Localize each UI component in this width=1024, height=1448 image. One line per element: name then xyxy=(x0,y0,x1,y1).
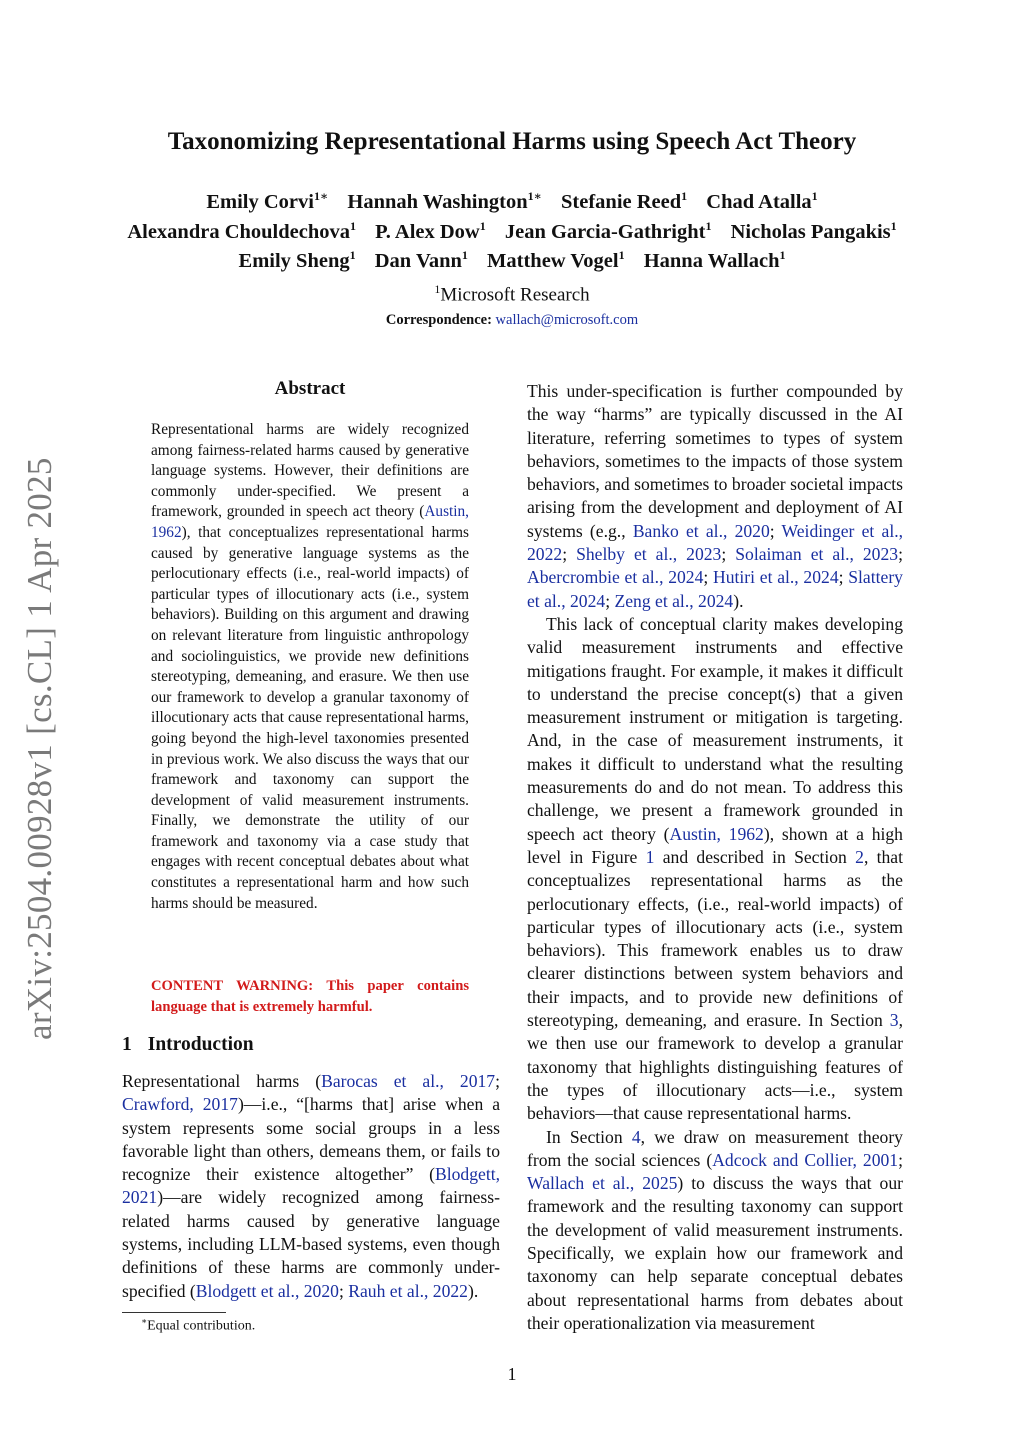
author-row xyxy=(0,184,1024,214)
arxiv-identifier-stamp: arXiv:2504.00928v1 [cs.CL] 1 Apr 2025 xyxy=(20,457,59,1040)
author-row xyxy=(0,214,1024,244)
content-warning: CONTENT WARNING: This paper contains language that is extremely harmful. xyxy=(151,978,469,1015)
author: Dan Vann$^1$ xyxy=(374,248,468,273)
author: Hanna Wallach$^1$ xyxy=(643,248,786,273)
citation-link[interactable]: Abercrombie et al., 2024 xyxy=(527,567,704,588)
citation-link[interactable]: Barocas et al., 2017 xyxy=(321,1071,496,1091)
citation-link[interactable]: Shelby et al., 2023 xyxy=(576,544,722,565)
paragraph: In Section 4, we draw on measurement theory from the social sciences (Adcock and Collier, 2001; Wallach et al., 2025) to discuss the ways that our framework and the resulting taxonomy can support the development of valid measurement instruments. Specifically, we explain how our framework and taxonomy can help separate conceptual debates about representational harms from debates about their operationalization via measurement xyxy=(527,1126,903,1333)
footnote: ∗Equal contribution. xyxy=(141,1316,256,1334)
abstract-body: Representational harms are widely recognized among fairness-related harms caused by generative language systems. However, their definitions are commonly under-specified. We present a framework, grounded in speech act theory (Austin, 1962), that conceptualizes representational harms caused by generative language systems as the perlocutionary effects (i.e., real-world impacts) of particular types of illocutionary acts (i.e., system behaviors). Building on this argument and drawing on relevant literature from linguistic anthropology and sociolinguistics, we provide new definitions stereotyping, demeaning, and erasure. We then use our framework to develop a granular taxonomy of illocutionary acts that cause representational harms, going beyond the high-level taxonomies presented in previous work. We also discuss the ways that our framework and taxonomy can support the development of valid measurement instruments. Finally, we demonstrate the utility of our framework and taxonomy via a case study that engages with recent conceptual debates about what constitutes a representational harm and how such harms should be measured. xyxy=(151,421,469,912)
citation-link[interactable]: Adcock and Collier, 2001 xyxy=(712,1149,899,1170)
author: Emily Sheng$^1$ xyxy=(238,248,356,273)
citation-link[interactable]: Blodgett et al., 2020 xyxy=(195,1280,339,1301)
correspondence xyxy=(0,312,1024,329)
affiliation: $^1$Microsoft Research xyxy=(434,282,590,306)
citation-link[interactable]: Weidinger et al., 2022 xyxy=(527,520,903,565)
paragraph: This under-specification is further compounded by the way “harms” are typically discussed in the AI literature, referring sometimes to types of system behaviors, sometimes to the impacts of those system behaviors, and sometimes to broader societal impacts arising from the development and deployment of AI systems (e.g., Banko et al., 2020; Weidinger et al., 2022; Shelby et al., 2023; Solaiman et al., 2023; Abercrombie et al., 2024; Hutiri et al., 2024; Slattery et al., 2024; Zeng et al., 2024). xyxy=(527,381,903,611)
author-row xyxy=(0,244,1024,274)
paper-title: Taxonomizing Representational Harms using Speech Act Theory xyxy=(167,128,857,155)
citation-link[interactable]: Blodgett, 2021 xyxy=(122,1164,500,1208)
page-number: 1 xyxy=(507,1364,517,1384)
citation-link[interactable]: Solaiman et al., 2023 xyxy=(735,544,899,565)
citation-link[interactable]: Crawford, 2017 xyxy=(122,1094,238,1115)
correspondence-label: Correspondence: xyxy=(385,312,492,328)
author: Chad Atalla$^1$ xyxy=(706,189,818,213)
section-ref-link[interactable]: 2 xyxy=(855,846,864,867)
citation-link[interactable]: Banko et al., 2020 xyxy=(632,520,770,541)
correspondence-email-link[interactable]: wallach@microsoft.com xyxy=(495,312,639,328)
author: Hannah Washington$^{1∗}$ xyxy=(347,189,542,213)
author: Nicholas Pangakis$^1$ xyxy=(730,218,897,243)
right-column xyxy=(527,380,903,1335)
citation-link[interactable]: Austin, 1962 xyxy=(151,503,469,541)
abstract-heading: Abstract xyxy=(274,378,346,399)
section-ref-link[interactable]: 3 xyxy=(889,1010,899,1031)
citation-link[interactable]: Zeng et al., 2024 xyxy=(614,590,734,611)
citation-link[interactable]: Rauh et al., 2022 xyxy=(348,1280,468,1301)
introduction-paragraph: Representational harms (Barocas et al., 2017; Crawford, 2017)—i.e., “[harms that] arise when a system represents some social groups in a less favorable light than others, demeans them, or fails to recognize their existence altogether” (Blodgett, 2021)—are widely recognized among fairness-related harms caused by generative language systems, including LLM-based systems, even though definitions of these harms are commonly under-specified (Blodgett et al., 2020; Rauh et al., 2022). xyxy=(122,1071,501,1301)
section-ref-link[interactable]: 4 xyxy=(631,1126,641,1147)
footnote-rule xyxy=(122,1312,226,1313)
author: Matthew Vogel$^1$ xyxy=(487,248,625,273)
figure-ref-link[interactable]: 1 xyxy=(645,846,655,867)
author: P. Alex Dow$^1$ xyxy=(375,218,486,243)
author: Stefanie Reed$^1$ xyxy=(561,189,688,213)
author: Jean Garcia-Gathright$^1$ xyxy=(504,218,712,243)
author: Emily Corvi$^{1∗}$ xyxy=(206,189,329,213)
paragraph: This lack of conceptual clarity makes developing valid measurement instruments and effective mitigations fraught. For example, it makes it difficult to understand the precise concept(s) that a given measurement instrument or mitigation is targeting. And, in the case of measurement instruments, it makes it difficult to understand what the resulting measurements do and do not mean. To address this challenge, we present a framework grounded in speech act theory (Austin, 1962), shown at a high level in Figure 1 and described in Section 2, that conceptualizes representational harms as the perlocutionary effects, (i.e., real-world impacts) of particular types of illocutionary acts (i.e., system behaviors). This framework enables us to draw clearer distinctions between system behaviors and their impacts, and to provide new definitions of stereotyping, demeaning, and erasure. In Section 3, we then use our framework to develop a granular taxonomy that highlights distinguishing features of the types of illocutionary acts—i.e., system behaviors—that cause representational harms. xyxy=(527,613,903,1124)
citation-link[interactable]: Slattery et al., 2024 xyxy=(527,567,903,611)
citation-link[interactable]: Wallach et al., 2025 xyxy=(527,1173,678,1194)
citation-link[interactable]: Austin, 1962 xyxy=(669,823,764,844)
section-heading-introduction: 1 Introduction xyxy=(122,1034,254,1055)
author-list xyxy=(0,184,1024,273)
citation-link[interactable]: Hutiri et al., 2024 xyxy=(713,567,839,588)
author: Alexandra Chouldechova$^1$ xyxy=(127,218,357,243)
